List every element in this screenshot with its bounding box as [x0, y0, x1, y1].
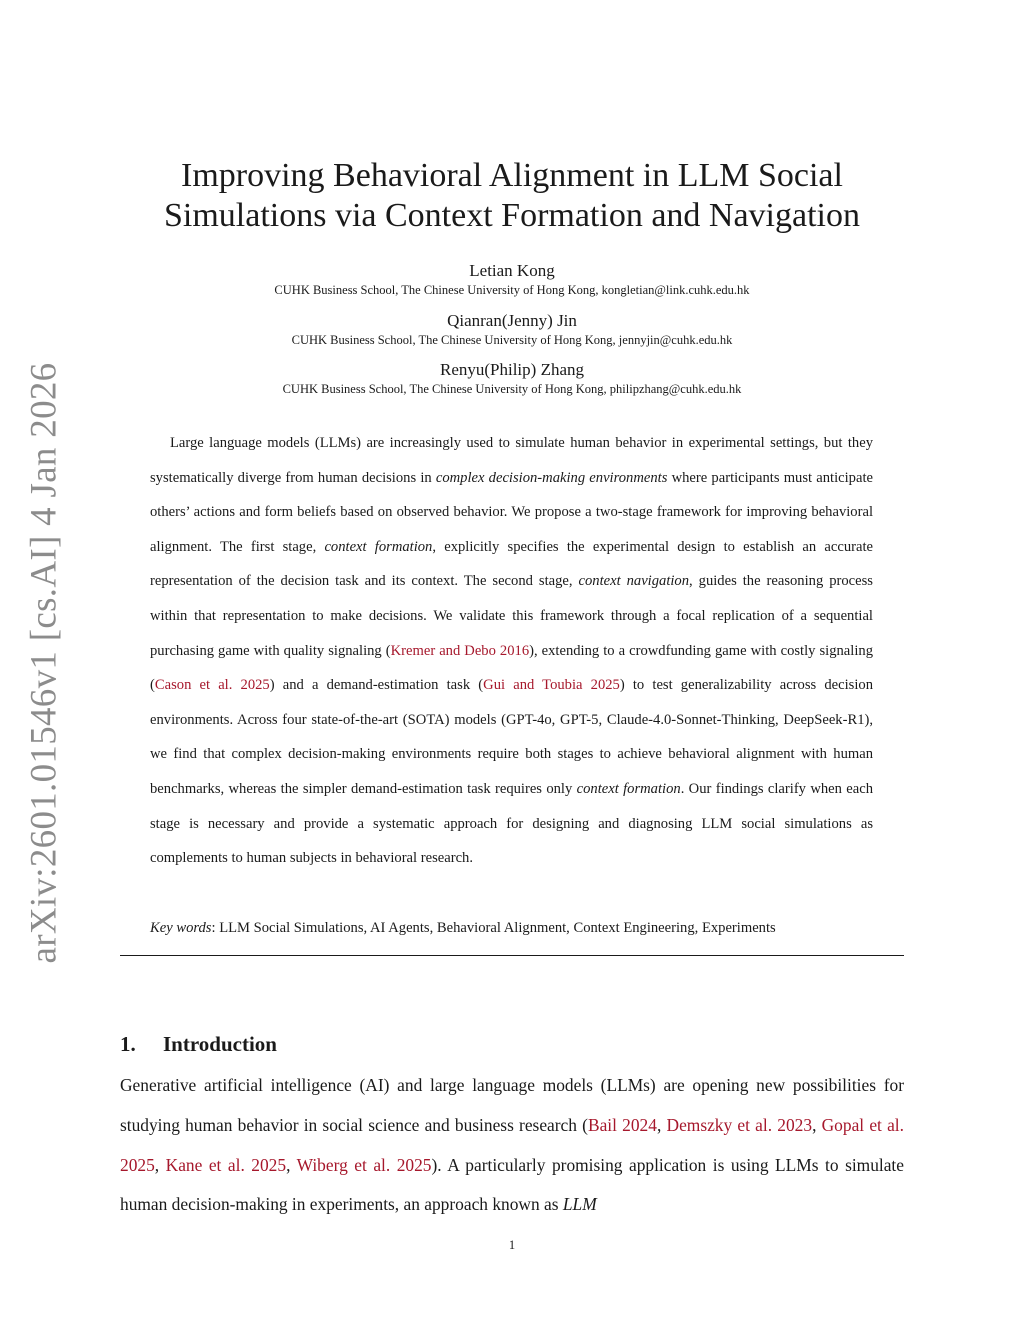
- intro-paragraph: Generative artificial intelligence (AI) and large language models (LLMs) are opening new possibilities for studying human behavior in social science and business research (Bail 2024, Demszky et al. 2023, Gopal et al. 2025, Kane et al. 2025, Wiberg et al. 2025). A particularly promising application is using LLMs to simulate human decision-making in experiments, an approach known as LLM: [120, 1075, 904, 1215]
- author-block-2: [120, 310, 904, 348]
- citation-link[interactable]: Cason et al. 2025: [154, 677, 270, 694]
- author-affiliation: CUHK Business School, The Chinese University of Hong Kong, philipzhang@cuhk.edu.hk: [282, 382, 742, 396]
- title-line-1: Improving Behavioral Alignment in LLM Social: [181, 157, 843, 194]
- title-line-2: Simulations via Context Formation and Navigation: [164, 197, 860, 234]
- citation-link[interactable]: Kremer and Debo 2016: [390, 642, 530, 659]
- citation-link[interactable]: Kane et al. 2025: [165, 1154, 287, 1175]
- paper-title: [130, 156, 894, 236]
- section-number: 1.: [120, 1032, 136, 1056]
- keywords-label: Key words: [150, 920, 212, 936]
- citation-link[interactable]: Wiberg et al. 2025: [296, 1154, 432, 1175]
- author-block-3: [120, 359, 904, 397]
- citation-link[interactable]: Gui and Toubia 2025: [483, 677, 620, 694]
- author-affiliation: CUHK Business School, The Chinese University of Hong Kong, jennyjin@cuhk.edu.hk: [291, 333, 733, 347]
- citation-link[interactable]: Gopal et al. 2025: [120, 1114, 904, 1175]
- page-number: 1: [508, 1238, 516, 1252]
- section-heading-introduction: [120, 1030, 277, 1058]
- author-name: Renyu(Philip) Zhang: [439, 360, 584, 379]
- section-divider: [120, 955, 904, 956]
- keywords-text: LLM Social Simulations, AI Agents, Behavioral Alignment, Context Engineering, Experiments: [219, 920, 776, 936]
- citation-link[interactable]: Bail 2024: [587, 1114, 657, 1135]
- keywords: Key words: LLM Social Simulations, AI Agents, Behavioral Alignment, Context Engineering, Experiments: [150, 920, 776, 936]
- citation-link[interactable]: Demszky et al. 2023: [666, 1114, 813, 1135]
- author-name: Letian Kong: [469, 261, 555, 280]
- abstract: Large language models (LLMs) are increasingly used to simulate human behavior in experimental settings, but they systematically diverge from human decisions in complex decision-making environments where participants must anticipate others’ actions and form beliefs based on observed behavior. We propose a two-stage framework for improving behavioral alignment. The first stage, context formation, explicitly specifies the experimental design to establish an accurate representation of the decision task and its context. The second stage, context navigation, guides the reasoning process within that representation to make decisions. We validate this framework through a focal replication of a sequential purchasing game with quality signaling (Kremer and Debo 2016), extending to a crowdfunding game with costly signaling (Cason et al. 2025) and a demand-estimation task (Gui and Toubia 2025) to test generalizability across decision environments. Across four state-of-the-art (SOTA) models (GPT-4o, GPT-5, Claude-4.0-Sonnet-Thinking, DeepSeek-R1), we find that complex decision-making environments require both stages to achieve behavioral alignment with human benchmarks, whereas the simpler demand-estimation task requires only context formation. Our findings clarify when each stage is necessary and provide a systematic approach for designing and diagnosing LLM social simulations as complements to human subjects in behavioral research.: [150, 435, 874, 867]
- author-name: Qianran(Jenny) Jin: [447, 311, 577, 330]
- author-affiliation: CUHK Business School, The Chinese University of Hong Kong, kongletian@link.cuhk.edu.hk: [274, 283, 750, 297]
- arxiv-identifier-stamp: arXiv:2601.01546v1 [cs.AI] 4 Jan 2026: [23, 362, 65, 964]
- section-title: Introduction: [163, 1032, 277, 1056]
- author-block-1: [120, 260, 904, 298]
